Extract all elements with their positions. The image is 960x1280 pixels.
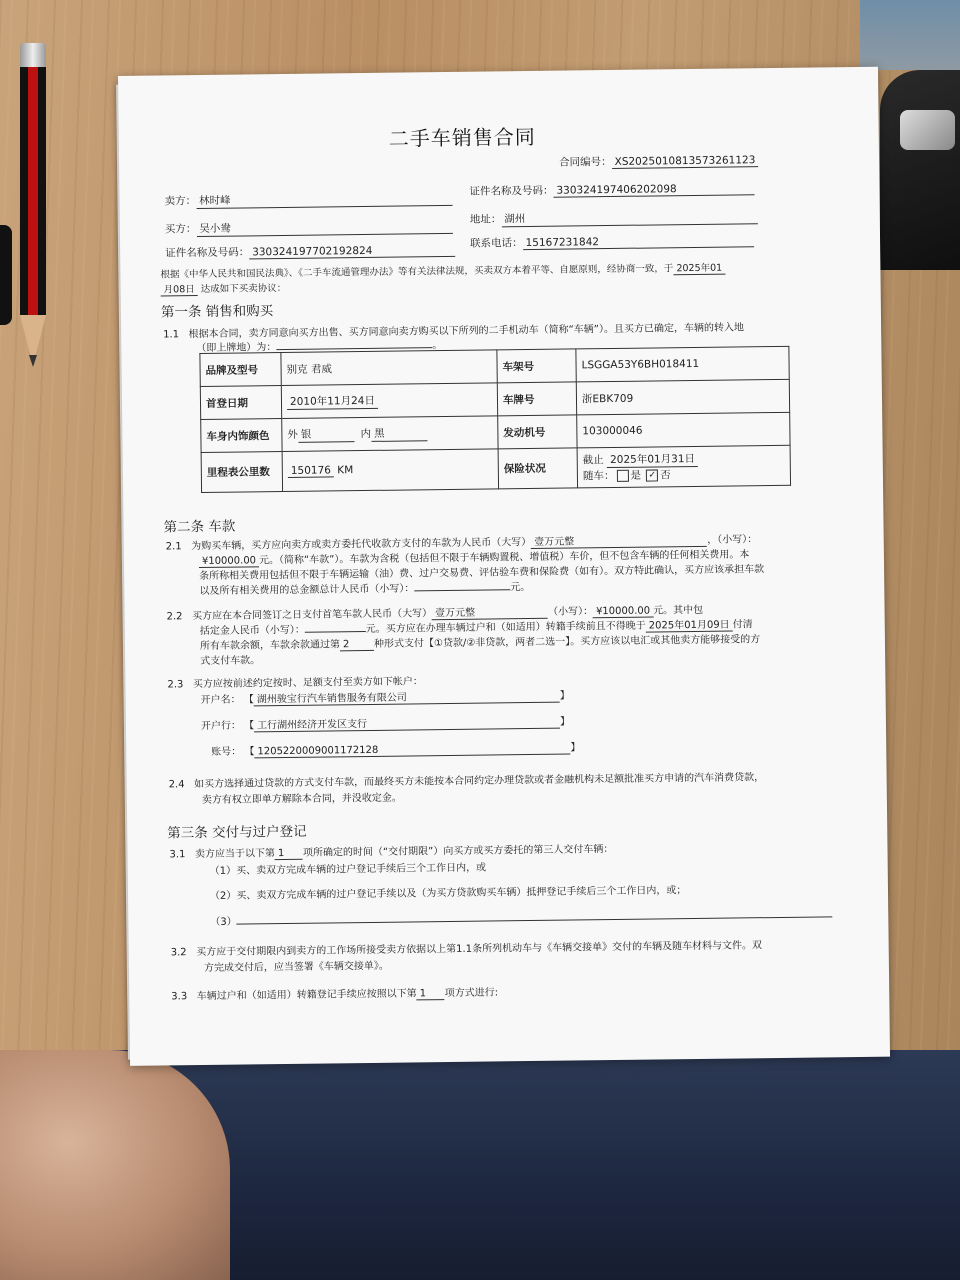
p32-num: 3.2 <box>170 947 187 959</box>
seller-label: 卖方： <box>164 195 197 208</box>
pencil-ferrule <box>20 43 46 67</box>
payment-method: 2 <box>340 639 374 651</box>
bank-row <box>201 713 570 734</box>
p32-line1 <box>171 936 762 958</box>
seller-row <box>164 190 452 210</box>
article1-1b-end: 。 <box>432 340 443 352</box>
preamble-text: 根据《中华人民共和国民法典》、《二手车流通管理办法》等有关法律法规，买卖双方本着平等、自愿原则，经协商一致，于 <box>160 263 674 281</box>
no-checkbox-checked[interactable]: ✓ <box>646 469 658 481</box>
p23-num: 2.3 <box>167 679 184 691</box>
p21-amount: ¥10000.00 <box>199 555 259 568</box>
p21-line3: 条所称相关费用包括但不限于车辆运输（油）费、过户交易费、评估验车费和保险费（如有）。双方特此确认，买方应该承担车款 <box>199 564 765 583</box>
p23-line1 <box>167 672 423 690</box>
p31-item3-blank <box>237 916 833 924</box>
address-label: 地址： <box>469 213 502 226</box>
bracket-left: 【 <box>244 720 255 732</box>
preamble-date-b: 月08日 <box>161 281 198 296</box>
contract-number-label: 合同编号： <box>559 155 612 169</box>
engine: 103000046 <box>577 412 790 448</box>
account-number: 1205220009001172128 <box>254 743 570 759</box>
account-name-label: 开户名： <box>200 694 241 707</box>
brand: 别克 君威 <box>281 350 497 386</box>
yes-label: 是 <box>630 469 641 482</box>
no-label: 否 <box>660 469 671 482</box>
p21-line4 <box>199 578 530 597</box>
buyer-name: 吴小鸯 <box>196 218 452 237</box>
p33-text-a2: 项方式进行: <box>444 987 499 1000</box>
p22-num: 2.2 <box>166 611 183 623</box>
ext-color: 银 <box>298 426 354 443</box>
engine-label: 发动机号 <box>498 415 577 449</box>
insurance-cell <box>577 445 790 488</box>
p22-line4: 式支付车款。 <box>200 655 261 668</box>
odometer: 150176 <box>288 464 334 478</box>
p21-small: ，（小写）： <box>707 534 758 546</box>
p22-text-b1: 括定金人民币（小写）： <box>199 624 305 638</box>
article1-1-num: 1.1 <box>163 329 180 341</box>
account-row <box>211 738 580 759</box>
plate-label: 车牌号 <box>497 382 576 416</box>
p21-text-d: 以及所有相关费用的总金额总计人民币（小写）： <box>199 583 415 598</box>
p31-item3 <box>210 905 833 928</box>
plate: 浙EBK709 <box>576 379 789 415</box>
p22-text-b2: 元。买方应在办理车辆过户和（如适用）转籍手续前且不得晚于 <box>365 620 646 636</box>
vehicle-table <box>199 346 791 493</box>
ext-label: 外 <box>287 428 298 441</box>
int-label: 内 <box>360 427 372 441</box>
bracket-right: 】 <box>559 690 570 702</box>
insurance-with-label: 随车： <box>582 469 615 483</box>
article3-heading: 第三条 交付与过户登记 <box>167 823 307 842</box>
odometer-unit: KM <box>337 464 354 477</box>
preamble-date-a: 2025年01 <box>673 260 725 276</box>
buyer-id-row <box>165 242 455 261</box>
preamble-end: 达成如下买卖协议： <box>200 282 287 296</box>
p22-text-a-end: 元。其中包 <box>653 604 704 617</box>
address-row <box>470 208 758 228</box>
p31-item1: （1）买、卖双方完成车辆的过户登记手续后三个工作日内，或 <box>209 862 487 877</box>
p22-text-a: 买方应在本合同签订之日支付首笔车款人民币（大写） <box>191 608 433 623</box>
p24-line2: 卖方有权立即单方解除本合同，并没收定金。 <box>201 792 402 807</box>
bank: 工行湖州经济开发区支行 <box>254 713 560 733</box>
contract-number-row <box>559 152 758 169</box>
stapler <box>880 70 960 270</box>
p31-text-a2: 项所确定的时间（“交付期限”）向买方或买方委托的第三人交付车辆： <box>302 844 614 859</box>
contract-page <box>118 67 890 1066</box>
phone-row <box>470 232 754 250</box>
p31-line1 <box>169 840 613 861</box>
buyer-row <box>165 218 453 238</box>
p22-text-b3: 付清 <box>732 619 753 631</box>
p22-small: （小写）： <box>547 606 594 618</box>
p31-item2: （2）买、卖双方完成车辆的过户登记手续以及（为买方贷款购买车辆）抵押登记手续后三个工作日内，或； <box>209 885 687 902</box>
color-values <box>282 416 498 452</box>
p21-text-d-end: 元。 <box>510 582 531 594</box>
p33-line1 <box>171 983 498 1003</box>
account-label: 账号： <box>211 746 242 758</box>
table-row <box>201 445 790 492</box>
article1-heading: 第一条 销售和购买 <box>160 303 274 321</box>
preamble-line1 <box>160 260 725 282</box>
article1-1b-text: （即上牌地）为： <box>196 342 277 355</box>
p24-text-a: 如买方选择通过贷款的方式支付车款，而最终买方未能按本合同约定办理贷款或者金融机构未足额批准买方申请的汽车消费贷款， <box>194 772 765 791</box>
total-blank <box>414 589 510 591</box>
seller-name: 林时峰 <box>196 190 452 209</box>
address: 湖州 <box>501 208 757 227</box>
vin-label: 车架号 <box>497 349 576 383</box>
pencil <box>20 55 46 315</box>
bracket-right: 】 <box>570 742 581 754</box>
p24-line1 <box>169 768 765 790</box>
preamble-line2 <box>161 280 287 297</box>
buyer-id-label: 证件名称及号码： <box>165 246 250 260</box>
reg-date-label: 首登日期 <box>200 386 281 420</box>
seller-id-label: 证件名称及号码： <box>469 184 554 198</box>
int-color: 黑 <box>371 425 427 442</box>
account-name-row <box>201 687 570 708</box>
p32-text-a: 买方应于交付期限内到卖方的工作场所接受卖方依据以上第1.1条所列机动车与《车辆交接单》交付的车辆及随车材料与文件。双 <box>196 940 763 959</box>
p32-line2: 方完成交付后，应当签署《车辆交接单》。 <box>203 960 389 975</box>
insurance-label: 保险状况 <box>498 448 577 489</box>
p22-text-c1: 所有车款余额，车款余款通过第 <box>199 639 341 653</box>
p31-choice: 1 <box>275 848 303 860</box>
seller-id: 330324197406202098 <box>553 182 754 197</box>
p22-date: 2025年01月09日 <box>646 616 733 633</box>
p33-text-a1: 车辆过户和（如适用）转籍登记手续应按照以下第 <box>196 988 417 1003</box>
bracket-left: 【 <box>243 694 254 706</box>
stapler-metal <box>900 110 955 150</box>
contract-number: XS2025010813573261123 <box>612 154 759 169</box>
insurance-until-label: 截止 <box>582 454 604 467</box>
p22-text-c2: 种形式支付【①贷款/②非贷款，两者二选一】。买方应该以电汇或其他卖方能够接受的方 <box>373 634 761 650</box>
p21-text-b: 元。（简称“车款”）。车款为含税（包括但不限于车辆购置税、增值税）车价，但不包含车辆的任何相关费用。本 <box>258 549 750 567</box>
p24-num: 2.4 <box>168 779 185 791</box>
bracket-right: 】 <box>560 716 571 728</box>
buyer-label: 买方： <box>164 223 197 236</box>
binder-clip <box>0 225 12 325</box>
p31-item3-label: （3） <box>210 916 237 928</box>
vin: LSGGA53Y6BH018411 <box>576 346 789 382</box>
p21-num: 2.1 <box>165 541 182 553</box>
odometer-cell <box>282 449 498 492</box>
brand-label: 品牌及型号 <box>200 353 281 387</box>
color-label: 车身内饰颜色 <box>201 419 282 453</box>
reg-date: 2010年11月24日 <box>287 393 378 410</box>
article2-heading: 第二条 车款 <box>163 518 236 536</box>
seller-id-row <box>469 180 754 198</box>
article1-1-text: 根据本合同，卖方同意向买方出售、买方同意向卖方购买以下所列的二手机动车（简称“车辆”）。且买方已确定，车辆的转入地 <box>188 322 745 341</box>
p21-text-a: 为购买车辆，买方应向卖方或卖方委托代收款方支付的车款为人民币（大写） <box>191 536 532 553</box>
odometer-label: 里程表公里数 <box>201 452 282 493</box>
pencil-lead <box>29 355 37 367</box>
phone-label: 联系电话： <box>470 237 523 250</box>
p33-choice: 1 <box>417 988 445 1000</box>
insurance-until: 2025年01月31日 <box>607 451 698 468</box>
bracket-left: 【 <box>244 746 255 758</box>
p33-num: 3.3 <box>171 991 188 1003</box>
article1-1 <box>163 318 744 340</box>
yes-checkbox[interactable] <box>616 470 628 482</box>
p21-amount-cn: 壹万元整 <box>531 531 707 549</box>
bank-label: 开户行： <box>200 720 242 733</box>
buyer-id: 330324197702192824 <box>249 244 455 260</box>
contract-title: 二手车销售合同 <box>388 124 536 151</box>
bag-corner <box>860 0 960 70</box>
p31-num: 3.1 <box>169 849 186 861</box>
p22-amount-cn: 壹万元整 <box>432 603 548 620</box>
p31-text-a1: 卖方应当于以下第 <box>194 848 276 861</box>
p23-text: 买方应按前述约定按时、足额支付至卖方如下帐户： <box>192 676 423 691</box>
p22-amount: ¥10000.00 <box>593 606 653 619</box>
phone: 15167231842 <box>522 234 753 250</box>
deposit-blank <box>305 631 366 633</box>
account-name: 湖州骏宝行汽车销售服务有限公司 <box>254 687 560 707</box>
